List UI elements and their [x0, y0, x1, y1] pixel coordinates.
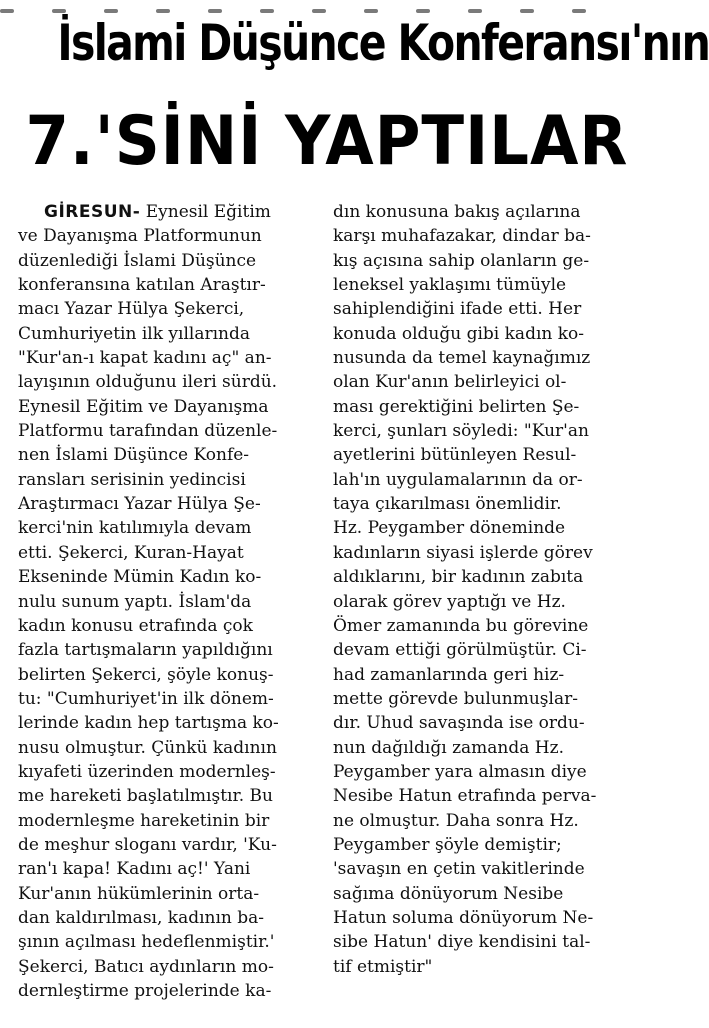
article-line	[333, 833, 629, 857]
article-line-text: olarak görev yaptığı ve Hz.	[333, 591, 566, 612]
article-line-text: macı Yazar Hülya Şekerci,	[18, 299, 245, 320]
article-line	[18, 760, 310, 784]
article-line	[333, 249, 629, 273]
article-line-text: olan Kur'anın belirleyici ol-	[333, 372, 567, 393]
article-line-text: kerci, şunları söyledi: "Kur'an	[333, 421, 589, 442]
article-line	[18, 395, 310, 419]
article-line-text: etti. Şekerci, Kuran-Hayat	[18, 542, 244, 563]
article-line-text: modernleşme hareketinin bir	[18, 810, 270, 831]
article-line	[333, 663, 629, 687]
article-line	[18, 638, 310, 662]
article-line	[333, 565, 629, 589]
article-line-text: ne olmuştur. Daha sonra Hz.	[333, 810, 579, 831]
article-line	[18, 492, 310, 516]
article-line	[333, 322, 629, 346]
headline-line-2: 7.'SİNİ YAPTILAR	[25, 102, 629, 181]
article-line	[333, 930, 629, 954]
article-line-text: ayetlerini bütünleyen Resul-	[333, 445, 577, 466]
article-line	[18, 322, 310, 346]
article-line	[333, 273, 629, 297]
article-line	[333, 760, 629, 784]
article-line-text: şının açılması hedeflenmiştir.'	[18, 932, 275, 953]
article-line-text: Nesibe Hatun etrafında perva-	[333, 786, 597, 807]
article-line-text: ve Dayanışma Platformunun	[18, 226, 262, 247]
article-line-text: kerci'nin katılımıyla devam	[18, 518, 252, 539]
article-line-text: ransları serisinin yedincisi	[18, 469, 246, 490]
article-line-text: Cumhuriyetin ilk yıllarında	[18, 323, 250, 344]
article-line-text: leneksel yaklaşımı tümüyle	[333, 275, 567, 296]
article-line-text: nulu sunum yaptı. İslam'da	[18, 591, 252, 612]
article-line-text: fazla tartışmaların yapıldığını	[18, 640, 273, 661]
article-line-text: nen İslami Düşünce Konfe-	[18, 445, 250, 466]
article-line-text: mette görevde bulunmuşlar-	[333, 688, 578, 709]
article-column-left	[18, 200, 310, 1003]
article-line	[18, 663, 310, 687]
article-line-text: taya çıkarılması önemlidir.	[333, 494, 562, 515]
article-line-text: lah'ın uygulamalarının da or-	[333, 469, 583, 490]
article-line-text: kış açısına sahip olanların ge-	[333, 250, 590, 271]
article-line	[18, 273, 310, 297]
cropped-text-strip	[0, 0, 637, 10]
headline-line-1: İslami Düşünce Konferansı'nın	[57, 14, 709, 72]
article-line	[333, 492, 629, 516]
article-line	[18, 882, 310, 906]
article-line	[333, 736, 629, 760]
article-line	[333, 638, 629, 662]
article-line	[333, 297, 629, 321]
article-column-right	[333, 200, 629, 979]
article-line-text: Peygamber yara almasın diye	[333, 761, 587, 782]
article-line-text: Peygamber şöyle demiştir;	[333, 834, 562, 855]
article-line	[18, 784, 310, 808]
article-line	[333, 955, 629, 979]
article-line	[333, 614, 629, 638]
article-line	[333, 541, 629, 565]
article-line-text: sahiplendiğini ifade etti. Her	[333, 299, 582, 320]
article-line	[333, 809, 629, 833]
article-line	[333, 468, 629, 492]
article-line	[18, 979, 310, 1003]
article-line	[18, 930, 310, 954]
article-line	[333, 346, 629, 370]
article-line-text: sibe Hatun' diye kendisini tal-	[333, 932, 591, 953]
article-line-text: nusunda da temel kaynağımız	[333, 348, 591, 369]
article-line	[18, 370, 310, 394]
article-line-text: Platformu tarafından düzenle-	[18, 421, 278, 442]
article-line-text: Eynesil Eğitim ve Dayanışma	[18, 396, 269, 417]
article-line	[333, 395, 629, 419]
article-line-text: Ömer zamanında bu görevine	[333, 615, 589, 636]
article-line	[18, 468, 310, 492]
article-line	[18, 297, 310, 321]
article-line	[18, 833, 310, 857]
article-line-text: Ekseninde Mümin Kadın ko-	[18, 567, 262, 588]
article-line	[333, 516, 629, 540]
article-line-text: kadın konusu etrafında çok	[18, 615, 253, 636]
article-line	[333, 370, 629, 394]
article-line-text: konferansına katılan Araştır-	[18, 275, 266, 296]
article-line-text: had zamanlarında geri hiz-	[333, 664, 565, 685]
article-line-text: me hareketi başlatılmıştır. Bu	[18, 786, 273, 807]
article-line	[18, 224, 310, 248]
article-line-text: Hatun soluma dönüyorum Ne-	[333, 907, 594, 928]
article-line	[333, 224, 629, 248]
article-line-text: lerinde kadın hep tartışma ko-	[18, 713, 279, 734]
article-line	[333, 906, 629, 930]
article-line-text: tif etmiştir"	[333, 956, 433, 977]
article-line-text: Eynesil Eğitim	[140, 202, 271, 222]
article-line	[333, 784, 629, 808]
article-line-text: layışının olduğunu ileri sürdü.	[18, 372, 278, 393]
article-line-text: aldıklarını, bir kadının zabıta	[333, 567, 584, 588]
article-line	[18, 419, 310, 443]
article-line-text: nusu olmuştur. Çünkü kadının	[18, 737, 277, 758]
article-line-text: ran'ı kapa! Kadını aç!' Yani	[18, 859, 251, 880]
article-line	[333, 200, 629, 224]
article-line-text: tu: "Cumhuriyet'in ilk dönem-	[18, 688, 274, 709]
article-line	[333, 419, 629, 443]
article-line-text: Araştırmacı Yazar Hülya Şe-	[18, 494, 261, 515]
article-line	[18, 590, 310, 614]
article-line-text: nun dağıldığı zamanda Hz.	[333, 737, 564, 758]
article-line	[333, 687, 629, 711]
article-line-text: dın konusuna bakış açılarına	[333, 202, 581, 222]
article-line-text: Şekerci, Batıcı aydınların mo-	[18, 956, 274, 977]
article-line	[18, 736, 310, 760]
article-line	[18, 541, 310, 565]
article-line-text: de meşhur sloganı vardır, 'Ku-	[18, 834, 277, 855]
article-line-text: karşı muhafazakar, dindar ba-	[333, 226, 591, 247]
article-line-text: ması gerektiğini belirten Şe-	[333, 396, 580, 417]
article-line	[18, 687, 310, 711]
article-line	[18, 565, 310, 589]
article-line-text: Hz. Peygamber döneminde	[333, 518, 566, 539]
dateline: GİRESUN-	[44, 202, 141, 222]
article-line	[333, 882, 629, 906]
article-line-text: kadınların siyasi işlerde görev	[333, 542, 593, 563]
article-line	[18, 809, 310, 833]
article-line	[18, 249, 310, 273]
article-line	[18, 614, 310, 638]
article-line	[18, 516, 310, 540]
article-line-text: konuda olduğu gibi kadın ko-	[333, 323, 585, 344]
article-line-text: dır. Uhud savaşında ise ordu-	[333, 713, 585, 734]
article-line	[333, 590, 629, 614]
article-line	[333, 711, 629, 735]
article-line	[18, 906, 310, 930]
article-line-text: kıyafeti üzerinden modernleş-	[18, 761, 276, 782]
article-line-text: devam ettiği görülmüştür. Ci-	[333, 640, 587, 661]
article-line	[18, 711, 310, 735]
article-line-text: düzenlediği İslami Düşünce	[18, 250, 257, 271]
article-line	[333, 857, 629, 881]
article-line-text: belirten Şekerci, şöyle konuş-	[18, 664, 274, 685]
article-line	[18, 346, 310, 370]
article-line-text: "Kur'an-ı kapat kadını aç" an-	[18, 348, 272, 369]
article-line-text: sağıma dönüyorum Nesibe	[333, 883, 564, 904]
article-line-text: dernleştirme projelerinde ka-	[18, 981, 272, 1001]
article-line	[18, 857, 310, 881]
article-line-text: 'savaşın en çetin vakitlerinde	[333, 859, 585, 880]
article-line	[333, 443, 629, 467]
article-line-text: dan kaldırılması, kadının ba-	[18, 907, 265, 928]
article-line-text: Kur'anın hükümlerinin orta-	[18, 883, 260, 904]
article-line	[18, 443, 310, 467]
article-line	[18, 200, 310, 224]
article-line	[18, 955, 310, 979]
